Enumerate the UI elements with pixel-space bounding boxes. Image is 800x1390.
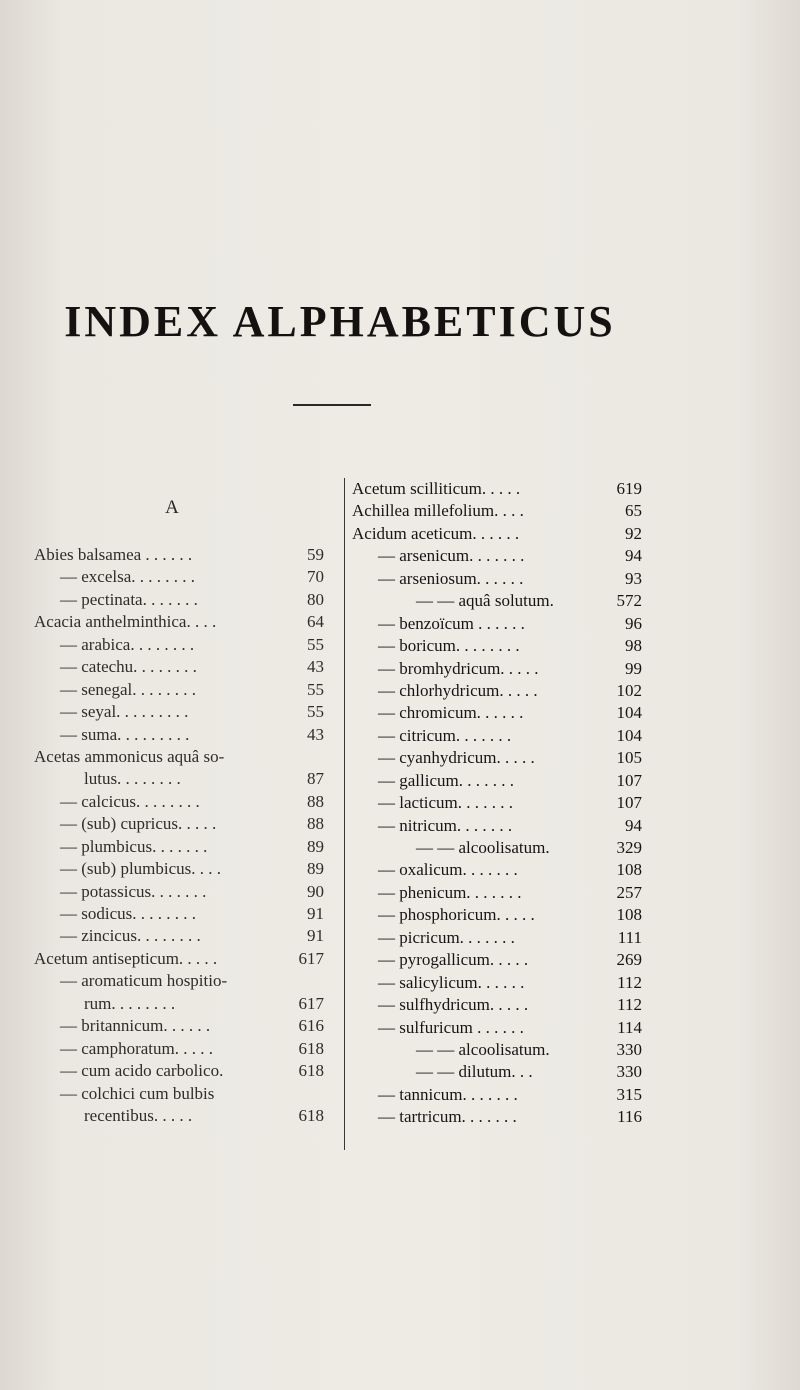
entry-text: — pectinata. . . . . . . <box>60 589 198 609</box>
entry-text: — cyanhydricum. . . . . <box>378 748 535 768</box>
entry-page-number: 114 <box>617 1017 642 1037</box>
index-entry <box>34 1038 324 1060</box>
index-entry <box>352 1106 642 1128</box>
entry-page-number: 88 <box>307 791 324 811</box>
index-entry <box>34 746 324 768</box>
entry-page-number: 64 <box>307 612 324 632</box>
entry-page-number: 91 <box>307 904 324 923</box>
entry-page-number: 330 <box>616 1039 642 1059</box>
entry-text: — britannicum. . . . . . <box>60 1016 211 1036</box>
index-entry <box>34 679 324 701</box>
entry-page-number: 269 <box>616 950 642 970</box>
entry-text: — phosphoricum. . . . . <box>378 905 535 925</box>
index-entry <box>34 589 324 611</box>
entry-text: — gallicum. . . . . . . <box>378 770 514 790</box>
index-column-left <box>34 544 324 1127</box>
entry-page-number: 94 <box>625 546 642 566</box>
entry-page-number: 93 <box>625 568 642 588</box>
index-entry <box>352 680 642 702</box>
entry-text: — plumbicus. . . . . . . <box>60 836 208 856</box>
entry-text: — arseniosum. . . . . . <box>378 568 524 588</box>
index-entry <box>352 523 642 545</box>
index-entry <box>34 903 324 925</box>
index-entry <box>352 815 642 837</box>
entry-text: — — alcoolisatum. <box>416 1039 550 1059</box>
index-entry <box>34 1105 324 1127</box>
entry-text: — sulfuricum . . . . . . <box>378 1017 524 1037</box>
index-entry <box>34 881 324 903</box>
entry-page-number: 89 <box>307 859 324 879</box>
entry-text: Acetum scilliticum. . . . . <box>352 479 521 498</box>
entry-page-number: 329 <box>616 838 642 857</box>
entry-text: — chlorhydricum. . . . . <box>378 680 538 700</box>
entry-text: — chromicum. . . . . . <box>378 703 524 723</box>
index-entry <box>34 611 324 633</box>
column-divider <box>344 478 345 1150</box>
entry-page-number: 618 <box>298 1038 324 1058</box>
entry-page-number: 619 <box>616 479 642 498</box>
entry-text: — picricum. . . . . . . <box>378 927 515 947</box>
entry-page-number: 116 <box>617 1107 642 1127</box>
entry-text: — citricum. . . . . . . <box>378 725 512 745</box>
index-entry <box>352 478 642 500</box>
entry-page-number: 94 <box>625 815 642 835</box>
index-entry <box>34 701 324 723</box>
entry-page-number: 70 <box>307 567 324 587</box>
index-entry <box>352 613 642 635</box>
index-entry <box>352 972 642 994</box>
entry-page-number: 108 <box>616 905 642 925</box>
entry-page-number: 315 <box>616 1084 642 1104</box>
entry-page-number: 107 <box>616 770 642 790</box>
entry-page-number: 108 <box>616 860 642 880</box>
index-entry <box>352 1084 642 1106</box>
entry-page-number: 88 <box>307 814 324 834</box>
index-column-right <box>352 478 642 1129</box>
entry-page-number: 112 <box>617 995 642 1015</box>
entry-page-number: 55 <box>307 679 324 699</box>
index-entry <box>352 859 642 881</box>
entry-text: Acidum aceticum. . . . . . <box>352 523 520 543</box>
entry-text: — bromhydricum. . . . . <box>378 658 539 678</box>
index-entry <box>352 904 642 926</box>
entry-page-number: 90 <box>307 881 324 901</box>
index-entry <box>352 725 642 747</box>
index-entry <box>34 925 324 947</box>
index-entry <box>34 858 324 880</box>
entry-page-number: 105 <box>616 748 642 768</box>
entry-page-number: 616 <box>298 1016 324 1036</box>
index-entry <box>352 949 642 971</box>
entry-page-number: 104 <box>616 703 642 723</box>
entry-page-number: 617 <box>298 948 324 968</box>
entry-page-number: 618 <box>298 1105 324 1125</box>
entry-text: lutus. . . . . . . . <box>84 769 181 789</box>
section-letter: A <box>165 497 179 518</box>
index-entry <box>352 545 642 567</box>
entry-text: — aromaticum hospitio- <box>60 971 228 991</box>
entry-text: — nitricum. . . . . . . <box>378 815 513 835</box>
entry-page-number: 43 <box>307 724 324 744</box>
entry-page-number: 257 <box>616 882 642 902</box>
entry-page-number: 80 <box>307 589 324 609</box>
index-entry <box>352 635 642 657</box>
entry-text: — zincicus. . . . . . . . <box>60 926 201 946</box>
entry-page-number: 112 <box>617 972 642 992</box>
entry-text: — calcicus. . . . . . . . <box>60 791 200 811</box>
entry-page-number: 107 <box>616 793 642 813</box>
entry-text: — (sub) plumbicus. . . . <box>60 859 222 879</box>
index-entry <box>352 590 642 612</box>
entry-text: recentibus. . . . . <box>84 1105 193 1125</box>
entry-text: — salicylicum. . . . . . <box>378 972 525 992</box>
entry-text: — potassicus. . . . . . . <box>60 881 207 901</box>
entry-page-number: 55 <box>307 634 324 654</box>
entry-page-number: 96 <box>625 613 642 633</box>
index-entry <box>34 544 324 566</box>
entry-text: — — dilutum. . . <box>416 1062 533 1082</box>
index-entry <box>34 1060 324 1082</box>
entry-text: — phenicum. . . . . . . <box>378 882 522 902</box>
entry-page-number: 91 <box>307 926 324 946</box>
entry-page-number: 87 <box>307 769 324 789</box>
index-entry <box>352 500 642 522</box>
entry-text: — colchici cum bulbis <box>60 1083 215 1103</box>
index-entry <box>34 993 324 1015</box>
entry-text: — catechu. . . . . . . . <box>60 657 197 677</box>
index-entry <box>34 724 324 746</box>
entry-page-number: 92 <box>625 523 642 543</box>
entry-text: — — alcoolisatum. <box>416 838 550 857</box>
entry-text: — excelsa. . . . . . . . <box>60 567 196 587</box>
entry-page-number: 102 <box>616 680 642 700</box>
entry-text: — lacticum. . . . . . . <box>378 793 514 813</box>
entry-page-number: 43 <box>307 657 324 677</box>
entry-text: — arabica. . . . . . . . <box>60 634 195 654</box>
entry-page-number: 99 <box>625 658 642 678</box>
index-entry <box>34 1083 324 1105</box>
index-entry <box>352 658 642 680</box>
index-entry <box>352 1061 642 1083</box>
index-entry <box>352 770 642 792</box>
entry-page-number: 104 <box>616 725 642 745</box>
index-entry <box>352 837 642 859</box>
index-entry <box>34 948 324 970</box>
entry-text: — seyal. . . . . . . . . <box>60 702 189 722</box>
entry-text: — sulfhydricum. . . . . <box>378 995 529 1015</box>
entry-page-number: 111 <box>617 927 642 947</box>
entry-text: — pyrogallicum. . . . . <box>378 950 529 970</box>
index-entry <box>352 1017 642 1039</box>
entry-text: Achillea millefolium. . . . <box>352 501 524 521</box>
index-entry <box>352 1039 642 1061</box>
index-entry <box>352 702 642 724</box>
entry-page-number: 55 <box>307 702 324 722</box>
index-entry <box>34 566 324 588</box>
index-entry <box>34 768 324 790</box>
entry-text: — tannicum. . . . . . . <box>378 1084 518 1104</box>
entry-text: Acetas ammonicus aquâ so- <box>34 746 225 766</box>
entry-text: — benzoïcum . . . . . . <box>378 613 525 633</box>
entry-text: — senegal. . . . . . . . <box>60 679 196 699</box>
index-entry <box>352 568 642 590</box>
entry-text: Acetum antisepticum. . . . . <box>34 948 218 968</box>
entry-page-number: 59 <box>307 545 324 564</box>
entry-text: — oxalicum. . . . . . . <box>378 860 518 880</box>
page-title: INDEX ALPHABETICUS <box>64 297 616 346</box>
entry-text: Acacia anthelminthica. . . . <box>34 612 217 632</box>
entry-page-number: 98 <box>625 636 642 656</box>
entry-text: — tartricum. . . . . . . <box>378 1107 517 1127</box>
entry-page-number: 618 <box>298 1061 324 1081</box>
entry-text: — cum acido carbolico. <box>60 1061 224 1081</box>
entry-text: Abies balsamea . . . . . . <box>34 545 193 564</box>
index-entry <box>352 792 642 814</box>
index-entry <box>352 927 642 949</box>
entry-text: — suma. . . . . . . . . <box>60 724 190 744</box>
index-entry <box>34 970 324 992</box>
entry-text: — boricum. . . . . . . . <box>378 636 520 656</box>
index-entry <box>34 634 324 656</box>
entry-text: — camphoratum. . . . . <box>60 1038 213 1058</box>
entry-text: rum. . . . . . . . <box>84 993 176 1013</box>
entry-page-number: 65 <box>625 501 642 521</box>
entry-text: — arsenicum. . . . . . . <box>378 546 525 566</box>
index-entry <box>34 791 324 813</box>
entry-page-number: 330 <box>616 1062 642 1082</box>
title-rule <box>293 404 371 406</box>
index-entry <box>352 747 642 769</box>
entry-page-number: 617 <box>298 993 324 1013</box>
index-entry <box>352 994 642 1016</box>
entry-page-number: 572 <box>616 591 642 611</box>
index-entry <box>34 813 324 835</box>
entry-text: — — aquâ solutum. <box>416 591 554 611</box>
entry-text: — sodicus. . . . . . . . <box>60 904 196 923</box>
index-entry <box>352 882 642 904</box>
entry-text: — (sub) cupricus. . . . . <box>60 814 217 834</box>
entry-page-number: 89 <box>307 836 324 856</box>
index-entry <box>34 836 324 858</box>
index-entry <box>34 1015 324 1037</box>
index-entry <box>34 656 324 678</box>
